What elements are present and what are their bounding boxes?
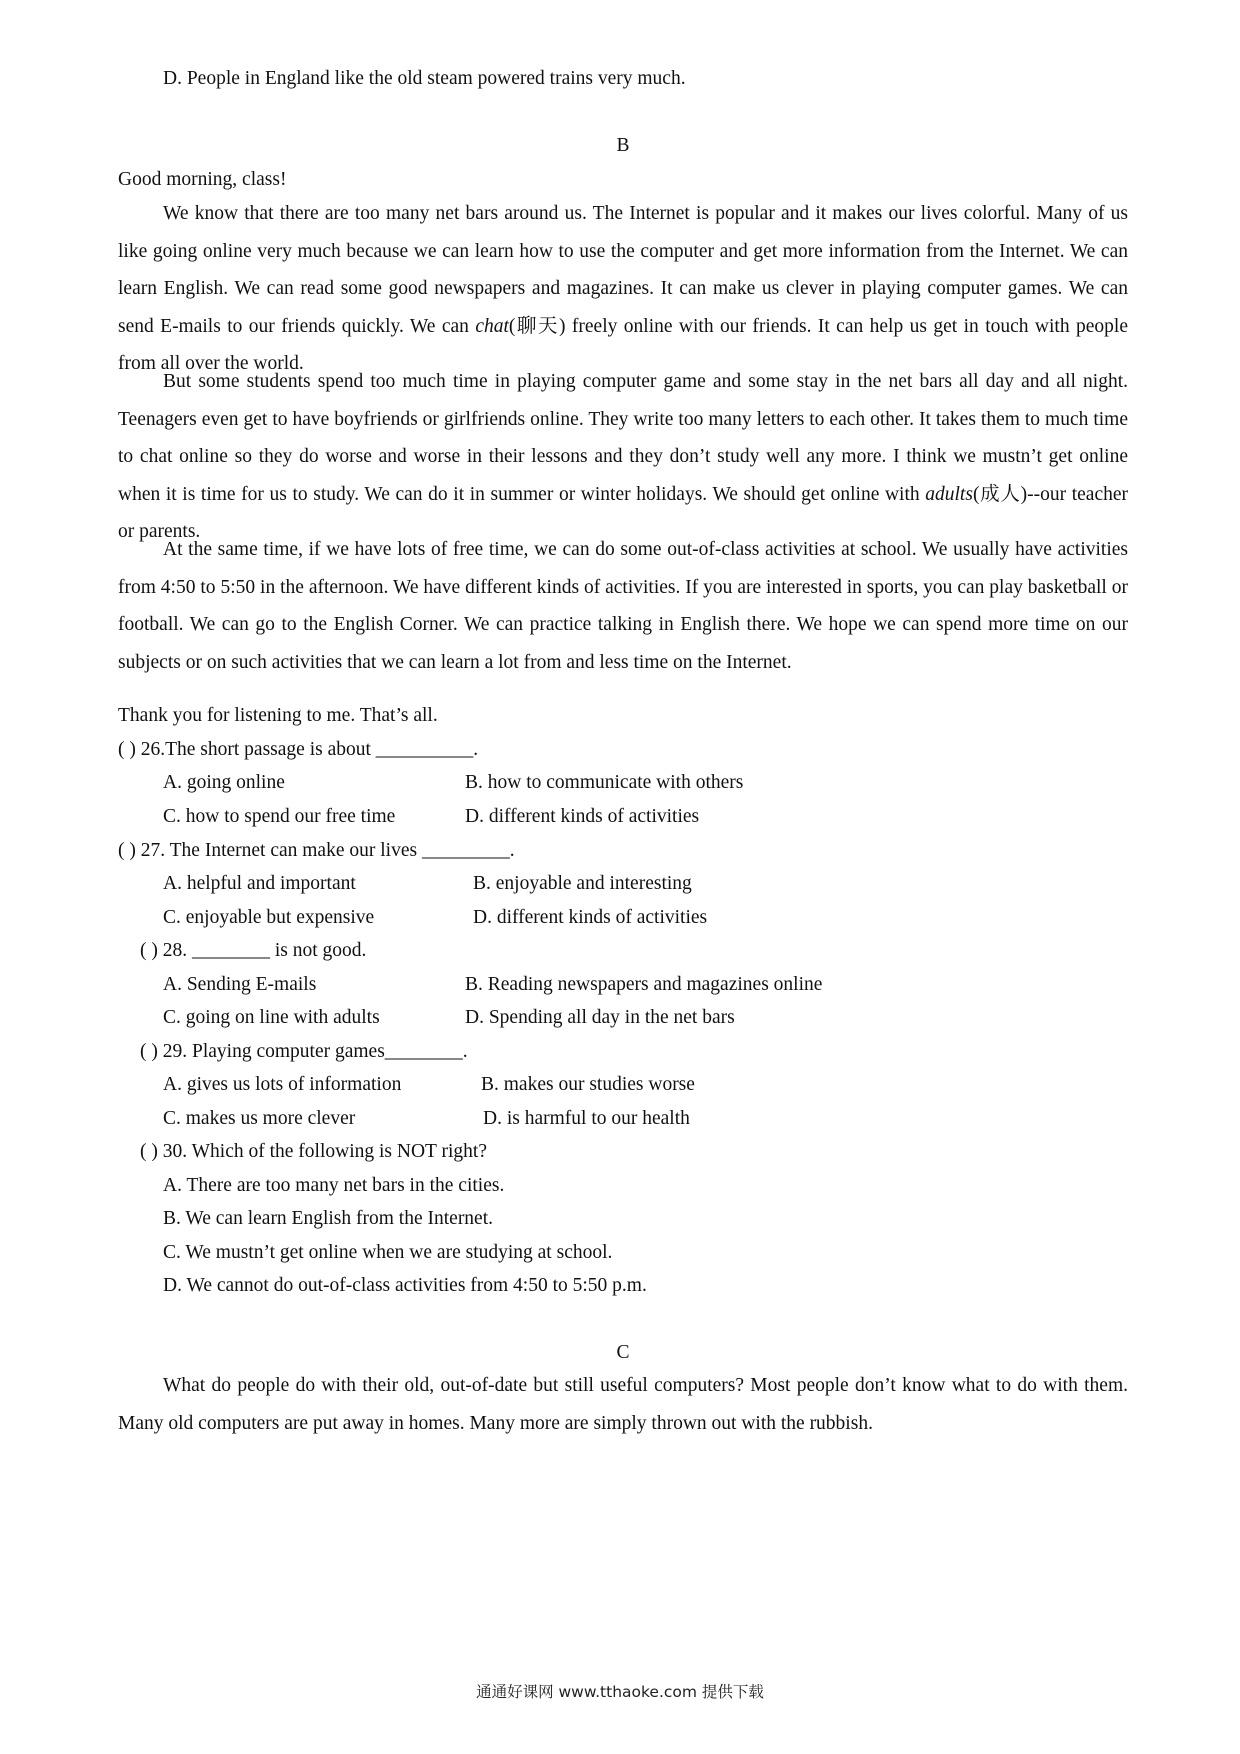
section-b-paragraph-2: But some students spend too much time in playing computer game and some stay in the net bars all day and all night. Teenagers even get to have boyfriends or girlfriends online. They write too many letters to each other. It takes them to much time to chat online so they do worse and worse in their lessons and they don’t study well any more. I think we mustn’t get online when it is time for us to study. We can do it in summer or winter holidays. We should get online with adults(成人)--our teacher or parents.	[118, 371, 1129, 542]
question-30-option-a: A. There are too many net bars in the cities.	[163, 1175, 505, 1196]
question-28-option-c: C. going on line with adults	[163, 1007, 380, 1028]
question-27-option-c: C. enjoyable but expensive	[163, 907, 375, 928]
question-29-option-c: C. makes us more clever	[163, 1108, 356, 1129]
footer-watermark: 通通好课网 www.tthaoke.com 提供下载	[476, 1683, 764, 1701]
section-b-heading: B	[616, 135, 630, 156]
question-26-stem: ( ) 26.The short passage is about __________.	[118, 739, 479, 760]
section-b-paragraph-1: We know that there are too many net bars around us. The Internet is popular and it makes our lives colorful. Many of us like going online very much because we can learn how to use the computer and get more information from the Internet. We can learn English. We can read some good newspapers and magazines. It can make us clever in playing computer games. We can send E-mails to our friends quickly. We can chat(聊天) freely online with our friends. It can help us get in touch with people from all over the world.	[118, 203, 1128, 374]
question-26-option-d: D. different kinds of activities	[465, 806, 700, 827]
section-b-paragraph-3: At the same time, if we have lots of free time, we can do some out-of-class activities at school. We usually have activities from 4:50 to 5:50 in the afternoon. We have different kinds of activities. If you are interested in sports, you can play basketball or football. We can go to the English Corner. We can practice talking in English there. We hope we can spend more time on our subjects or on such activities that we can learn a lot from and less time on the Internet.	[118, 539, 1128, 673]
word-adults: adults	[925, 483, 973, 505]
question-27-option-a: A. helpful and important	[163, 873, 356, 894]
question-29-stem: ( ) 29. Playing computer games________.	[140, 1041, 468, 1062]
question-27-stem: ( ) 27. The Internet can make our lives _________.	[118, 840, 515, 861]
question-29-option-a: A. gives us lots of information	[163, 1074, 402, 1095]
question-28-option-b: B. Reading newspapers and magazines online	[465, 974, 823, 995]
previous-question-option-d: D. People in England like the old steam powered trains very much.	[163, 68, 686, 89]
question-26-option-c: C. how to spend our free time	[163, 806, 396, 827]
question-26-option-b: B. how to communicate with others	[465, 772, 744, 793]
question-27-option-b: B. enjoyable and interesting	[473, 873, 692, 894]
question-30-option-b: B. We can learn English from the Internet.	[163, 1208, 494, 1229]
question-28-option-a: A. Sending E-mails	[163, 974, 317, 995]
question-30-option-c: C. We mustn’t get online when we are studying at school.	[163, 1242, 613, 1263]
question-26-option-a: A. going online	[163, 772, 285, 793]
word-chat: chat	[475, 315, 509, 337]
greeting: Good morning, class!	[118, 169, 287, 190]
question-29-option-d: D. is harmful to our health	[483, 1108, 690, 1129]
section-c-paragraph-1: What do people do with their old, out-of-date but still useful computers? Most people don’t know what to do with them. Many old computers are put away in homes. Many more are simply thrown out with the rubbish.	[118, 1375, 1128, 1434]
question-28-option-d: D. Spending all day in the net bars	[465, 1007, 735, 1028]
section-c-heading: C	[616, 1342, 630, 1363]
question-30-stem: ( ) 30. Which of the following is NOT right?	[140, 1141, 487, 1162]
question-29-option-b: B. makes our studies worse	[481, 1074, 695, 1095]
closing: Thank you for listening to me. That’s all.	[118, 705, 438, 726]
question-28-stem: ( ) 28. ________ is not good.	[140, 940, 367, 961]
question-30-option-d: D. We cannot do out-of-class activities from 4:50 to 5:50 p.m.	[163, 1275, 647, 1296]
question-27-option-d: D. different kinds of activities	[473, 907, 708, 928]
